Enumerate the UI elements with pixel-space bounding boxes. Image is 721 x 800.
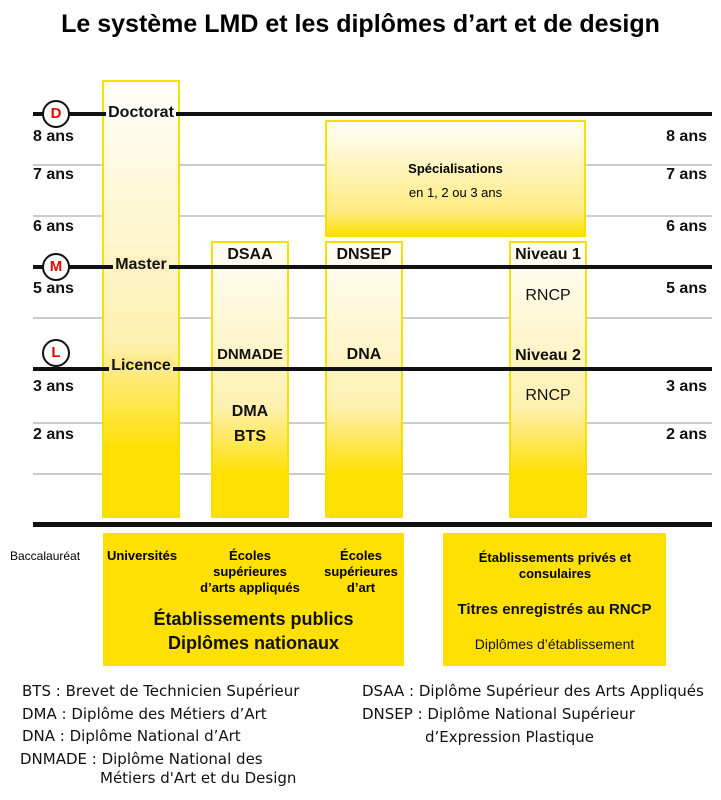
dnsep-label: DNSEP xyxy=(336,246,392,263)
legend-dma: DMA : Diplôme des Métiers d’Art xyxy=(22,705,267,723)
master-label: Master xyxy=(115,256,167,273)
legend-dnmade: DNMADE : Diplôme National des xyxy=(20,750,263,768)
bts-label: BTS xyxy=(234,428,266,445)
university-column xyxy=(102,80,180,518)
year-label: 3 ans xyxy=(666,378,707,395)
year-label: 6 ans xyxy=(33,218,74,235)
rncp-label: RNCP xyxy=(525,287,571,304)
year-label: 7 ans xyxy=(33,166,74,183)
rncp-column xyxy=(509,241,587,518)
year-label: 3 ans xyxy=(33,378,74,395)
year-label: 6 ans xyxy=(666,218,707,235)
dnmade-label: DNMADE xyxy=(217,346,283,363)
niveau2-label: Niveau 2 xyxy=(515,347,581,364)
etablissement-diplomas: Diplômes d’établissement xyxy=(474,636,635,652)
rncp-label: RNCP xyxy=(525,387,571,404)
legend-dnsep: DNSEP : Diplôme National Supérieur xyxy=(362,705,635,723)
year-label: 5 ans xyxy=(33,280,74,297)
legend-bts: BTS : Brevet de Technicien Supérieur xyxy=(22,682,300,700)
legend-dnsep-cont: d’Expression Plastique xyxy=(425,728,595,746)
public-title: Établissements publics xyxy=(153,609,354,629)
dnsep-column xyxy=(325,241,403,518)
licence-label: Licence xyxy=(111,357,171,374)
dsaa-column xyxy=(211,241,289,518)
master-level-icon: M xyxy=(42,253,70,281)
year-label: 2 ans xyxy=(666,426,707,443)
legend-dna: DNA : Diplôme National d’Art xyxy=(22,727,241,745)
baccalaureat-label: Baccalauréat xyxy=(10,549,81,563)
dsaa-label: DSAA xyxy=(227,246,273,263)
dna-label: DNA xyxy=(346,346,382,363)
year-label: 8 ans xyxy=(666,128,707,145)
specialisations-subtitle: en 1, 2 ou 3 ans xyxy=(408,185,503,200)
specialisations-box xyxy=(325,120,586,237)
year-label: 7 ans xyxy=(666,166,707,183)
legend-dnmade-cont: Métiers d'Art et du Design xyxy=(100,769,297,787)
year-label: 8 ans xyxy=(33,128,74,145)
public-subtitle: Diplômes nationaux xyxy=(167,633,340,653)
year-label: 2 ans xyxy=(33,426,74,443)
rncp-titles: Titres enregistrés au RNCP xyxy=(457,601,652,618)
licence-level-icon: L xyxy=(42,339,70,367)
specialisations-title: Spécialisations xyxy=(408,161,503,176)
doctorat-label: Doctorat xyxy=(108,104,174,121)
niveau1-label: Niveau 1 xyxy=(515,246,581,263)
dma-label: DMA xyxy=(231,403,269,420)
ecoles-art-label: Écoles supérieures d’art xyxy=(324,548,398,595)
doctorat-level-icon: D xyxy=(42,100,70,128)
legend-dsaa: DSAA : Diplôme Supérieur des Arts Appliqués xyxy=(362,682,704,700)
private-title: Établissements privés et consulaires xyxy=(478,550,632,581)
baccalaureat-line xyxy=(33,522,712,527)
diagram-title: Le système LMD et les diplômes d’art et de design xyxy=(61,10,660,38)
ecoles-arts-appliques-label: Écoles supérieures d’arts appliqués xyxy=(200,548,300,595)
universites-label: Universités xyxy=(106,548,178,563)
year-label: 5 ans xyxy=(666,280,707,297)
